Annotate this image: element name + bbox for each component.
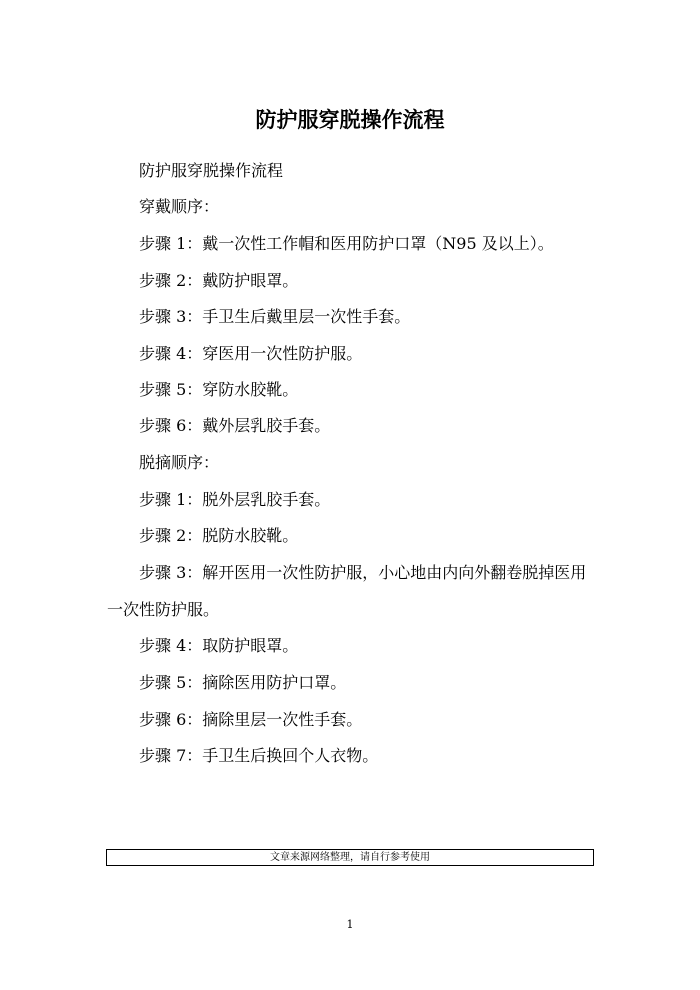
doffing-step-5: 步骤 5：摘除医用防护口罩。 [139, 673, 347, 692]
doffing-step-2: 步骤 2：脱防水胶靴。 [139, 526, 299, 545]
doffing-heading: 脱摘顺序： [139, 453, 220, 472]
doffing-step-6: 步骤 6：摘除里层一次性手套。 [139, 710, 363, 729]
intro-paragraph: 防护服穿脱操作流程 [139, 161, 284, 180]
footer-note-box [106, 849, 594, 866]
footer-note: 文章来源网络整理，请自行参考使用 [270, 852, 430, 863]
donning-heading: 穿戴顺序： [139, 197, 220, 216]
doffing-step-3: 步骤 3：解开医用一次性防护服，小心地由内向外翻卷脱掉医用 [139, 563, 587, 582]
donning-step-1: 步骤 1：戴一次性工作帽和医用防护口罩（N95 及以上）。 [139, 234, 554, 253]
donning-step-4: 步骤 4：穿医用一次性防护服。 [139, 344, 363, 363]
donning-step-6: 步骤 6：戴外层乳胶手套。 [139, 416, 331, 435]
doffing-step-1: 步骤 1：脱外层乳胶手套。 [139, 490, 331, 509]
page-number: 1 [346, 918, 354, 931]
document-title: 防护服穿脱操作流程 [255, 108, 445, 132]
doffing-step-3-continued: 一次性防护服。 [107, 600, 220, 619]
doffing-step-7: 步骤 7：手卫生后换回个人衣物。 [139, 746, 379, 765]
donning-step-2: 步骤 2：戴防护眼罩。 [139, 271, 299, 290]
doffing-step-4: 步骤 4：取防护眼罩。 [139, 636, 299, 655]
donning-step-5: 步骤 5：穿防水胶靴。 [139, 380, 299, 399]
donning-step-3: 步骤 3：手卫生后戴里层一次性手套。 [139, 307, 411, 326]
